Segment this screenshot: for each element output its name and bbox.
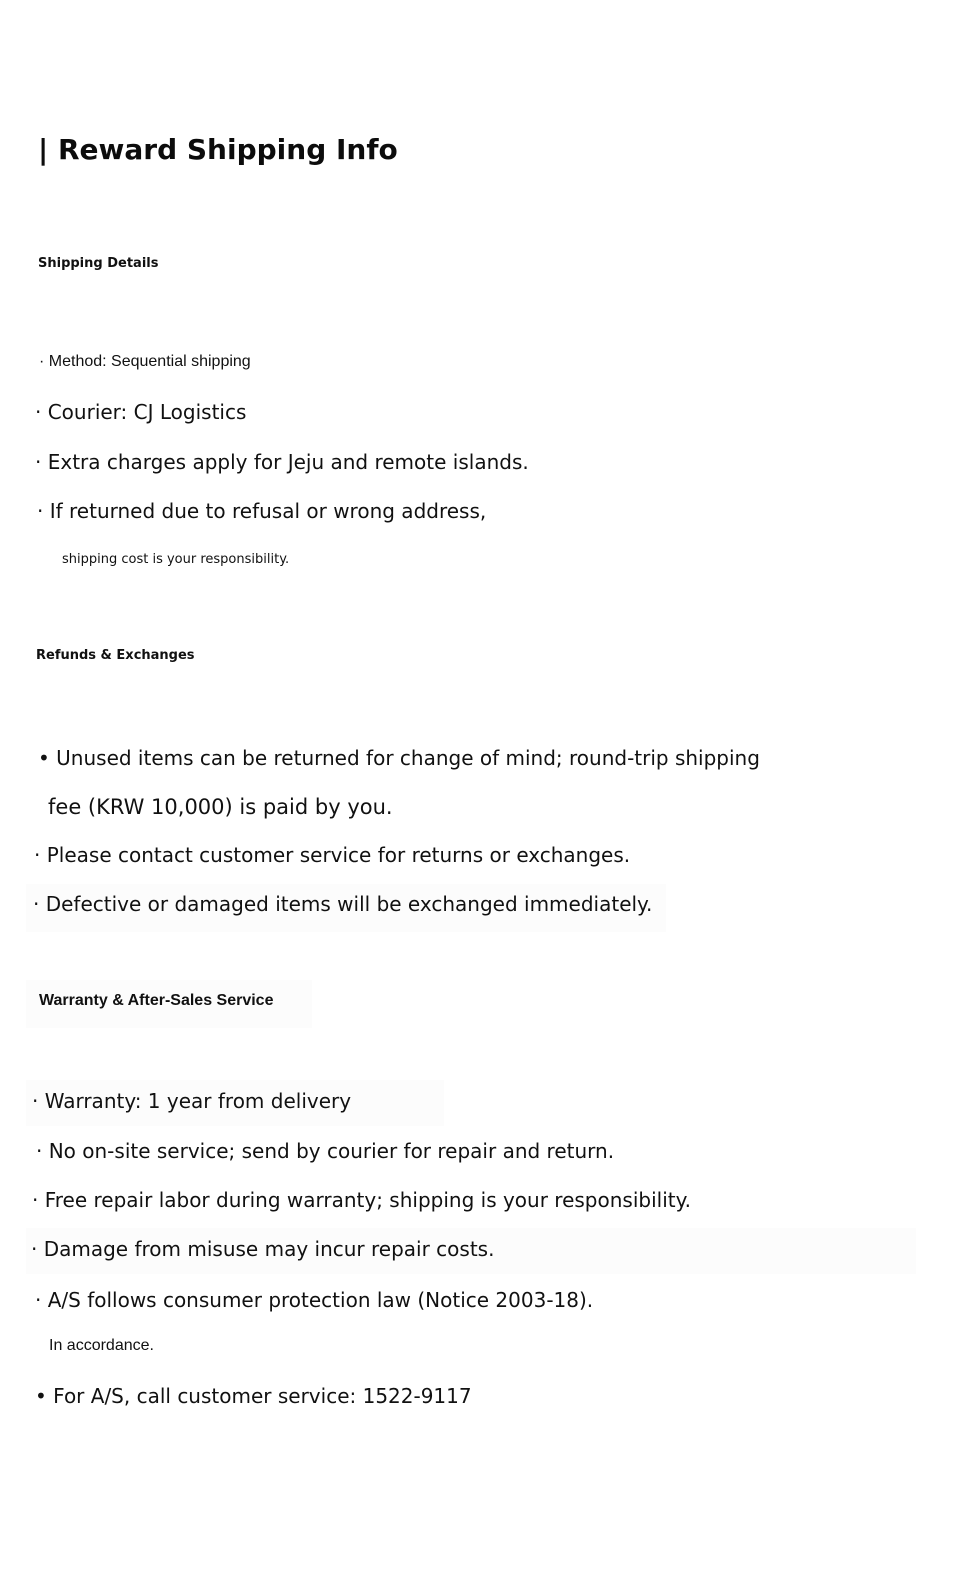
page-title: | Reward Shipping Info [38, 133, 398, 166]
warranty-labor: · Free repair labor during warranty; shipping is your responsibility. [32, 1188, 691, 1212]
section-heading-shipping: Shipping Details [38, 256, 159, 271]
warranty-period: · Warranty: 1 year from delivery [32, 1089, 352, 1113]
shipping-extra-charges: · Extra charges apply for Jeju and remote islands. [35, 450, 529, 474]
warranty-onsite: · No on-site service; send by courier for repair and return. [36, 1139, 615, 1163]
shipping-returned: · If returned due to refusal or wrong address, [37, 499, 487, 523]
shipping-returned-cont: shipping cost is your responsibility. [62, 552, 290, 567]
warranty-call: • For A/S, call customer service: 1522-9117 [35, 1384, 472, 1408]
warranty-law: · A/S follows consumer protection law (Notice 2003-18). [35, 1288, 594, 1312]
warranty-law-cont: In accordance. [49, 1337, 154, 1354]
shipping-courier: · Courier: CJ Logistics [35, 400, 247, 424]
section-heading-refunds: Refunds & Exchanges [36, 648, 195, 663]
section-heading-warranty: Warranty & After-Sales Service [39, 992, 274, 1009]
refunds-defective: · Defective or damaged items will be exchanged immediately. [33, 892, 653, 916]
warranty-misuse: · Damage from misuse may incur repair costs. [31, 1237, 495, 1261]
refunds-unused: • Unused items can be returned for change of mind; round-trip shipping [38, 746, 760, 770]
refunds-contact: · Please contact customer service for returns or exchanges. [34, 843, 631, 867]
shipping-method: · Method: Sequential shipping [39, 353, 251, 370]
refunds-unused-cont: fee (KRW 10,000) is paid by you. [48, 795, 393, 819]
